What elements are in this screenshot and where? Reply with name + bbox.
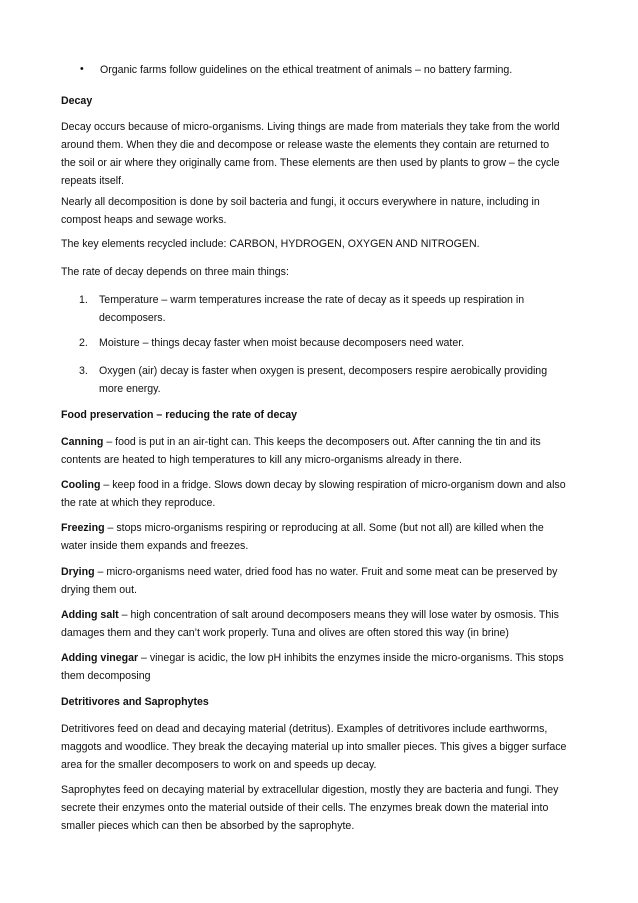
term-description: – micro-organisms need water, dried food has no water. Fruit and some meat can be preserved by bbox=[94, 566, 558, 578]
list-number: 2. bbox=[79, 337, 88, 349]
text-line: decomposers. bbox=[99, 312, 166, 324]
text-line bbox=[61, 649, 581, 667]
term: Freezing bbox=[61, 522, 105, 534]
text-line: area for the smaller decomposers to work on and speeds up decay. bbox=[61, 759, 377, 771]
term-description: – food is put in an air-tight can. This keeps the decomposers out. After canning the tin and its bbox=[103, 436, 541, 448]
term-description: – high concentration of salt around decomposers means they will lose water by osmosis. This bbox=[118, 609, 559, 621]
preservation-drying bbox=[61, 563, 581, 599]
detritivores-paragraph-2 bbox=[61, 781, 581, 835]
list-item bbox=[99, 334, 569, 352]
decay-paragraph-2 bbox=[61, 193, 581, 229]
detritivores-heading: Detritivores and Saprophytes bbox=[61, 696, 209, 708]
text-line: maggots and woodlice. They break the decaying material up into smaller pieces. This gives a bigger surface bbox=[61, 741, 567, 753]
decay-heading: Decay bbox=[61, 95, 93, 107]
preservation-adding-vinegar bbox=[61, 649, 581, 685]
decay-paragraph-4: The rate of decay depends on three main things: bbox=[61, 266, 289, 278]
text-line: them decomposing bbox=[61, 670, 151, 682]
text-line: smaller pieces which can then be absorbed by the saprophyte. bbox=[61, 820, 355, 832]
text-line: compost heaps and sewage works. bbox=[61, 214, 227, 226]
preservation-adding-salt bbox=[61, 606, 581, 642]
text-line bbox=[61, 519, 581, 537]
text-line: more energy. bbox=[99, 383, 161, 395]
decay-paragraph-3: The key elements recycled include: CARBON, HYDROGEN, OXYGEN AND NITROGEN. bbox=[61, 238, 480, 250]
food-preservation-heading: Food preservation – reducing the rate of decay bbox=[61, 409, 298, 421]
text-line bbox=[61, 476, 581, 494]
detritivores-paragraph-1 bbox=[61, 720, 581, 774]
term: Cooling bbox=[61, 479, 101, 491]
term-description: – stops micro-organisms respiring or reproducing at all. Some (but not all) are killed when the bbox=[104, 522, 544, 534]
preservation-freezing bbox=[61, 519, 581, 555]
text-line: around them. When they die and decompose or release waste the elements they contain are returned to bbox=[61, 139, 550, 151]
bullet-icon: • bbox=[80, 63, 84, 75]
bullet-item: Organic farms follow guidelines on the ethical treatment of animals – no battery farming. bbox=[100, 64, 513, 76]
text-line: Decay occurs because of micro-organisms. Living things are made from materials they take from the world bbox=[61, 121, 560, 133]
text-line: water inside them expands and freezes. bbox=[61, 540, 249, 552]
text-line: Oxygen (air) decay is faster when oxygen is present, decomposers respire aerobically providing bbox=[99, 365, 548, 377]
list-item bbox=[99, 362, 569, 398]
text-line: repeats itself. bbox=[61, 175, 125, 187]
list-number: 1. bbox=[79, 294, 88, 306]
text-line: Temperature – warm temperatures increase the rate of decay as it speeds up respiration in bbox=[99, 294, 525, 306]
term: Canning bbox=[61, 436, 104, 448]
list-item bbox=[99, 291, 569, 327]
text-line: Nearly all decomposition is done by soil bacteria and fungi, it occurs everywhere in nature, including in bbox=[61, 196, 540, 208]
text-line: Moisture – things decay faster when moist because decomposers need water. bbox=[99, 337, 465, 349]
preservation-canning bbox=[61, 433, 581, 469]
text-line: Saprophytes feed on decaying material by extracellular digestion, mostly they are bacteria and fungi. They bbox=[61, 784, 559, 796]
term-description: – vinegar is acidic, the low pH inhibits the enzymes inside the micro-organisms. This stops bbox=[138, 652, 564, 664]
preservation-cooling bbox=[61, 476, 581, 512]
list-number: 3. bbox=[79, 365, 88, 377]
text-line: Detritivores feed on dead and decaying material (detritus). Examples of detritivores include earthworms, bbox=[61, 723, 548, 735]
term: Drying bbox=[61, 566, 95, 578]
term-description: – keep food in a fridge. Slows down decay by slowing respiration of micro-organism down and also bbox=[100, 479, 566, 491]
text-line: the rate at which they reproduce. bbox=[61, 497, 216, 509]
text-line: damages them and they can’t work properly. Tuna and olives are often stored this way (in brine) bbox=[61, 627, 509, 639]
text-line bbox=[61, 433, 581, 451]
decay-paragraph-1 bbox=[61, 118, 581, 190]
term: Adding vinegar bbox=[61, 652, 139, 664]
term: Adding salt bbox=[61, 609, 119, 621]
text-line bbox=[61, 606, 581, 624]
text-line bbox=[61, 563, 581, 581]
text-line: the soil or air where they originally came from. These elements are then used by plants to grow – the cycle bbox=[61, 157, 560, 169]
text-line: secrete their enzymes onto the material outside of their cells. The enzymes break down the material into bbox=[61, 802, 549, 814]
text-line: drying them out. bbox=[61, 584, 137, 596]
text-line: contents are heated to high temperatures to kill any micro-organisms already in there. bbox=[61, 454, 463, 466]
